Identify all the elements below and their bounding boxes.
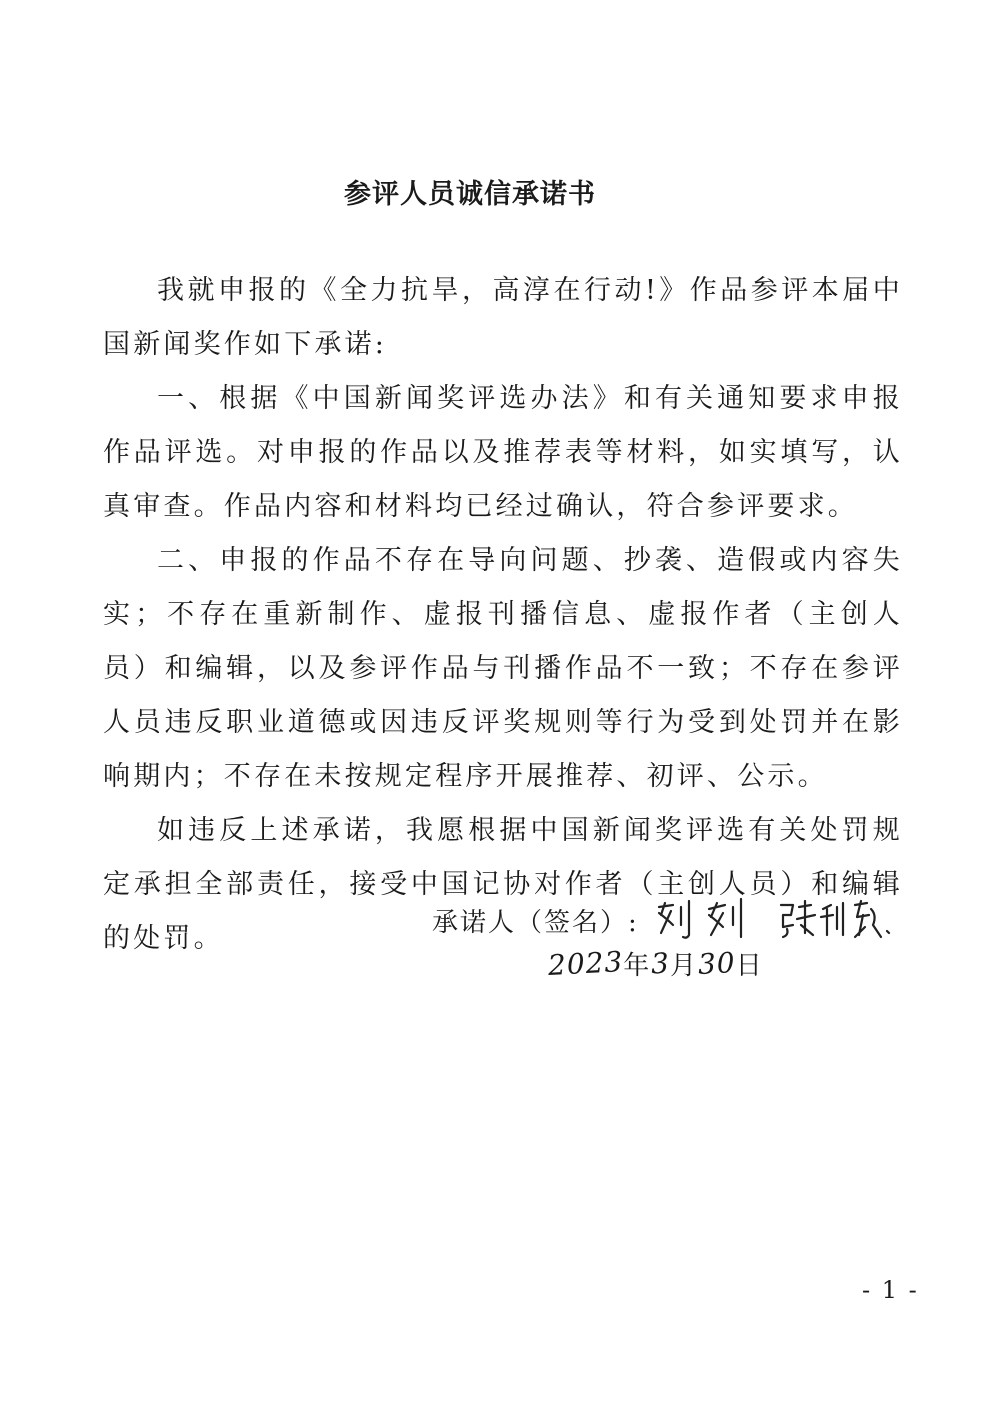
date-day-unit: 日: [735, 951, 764, 981]
date-year: 2023: [547, 945, 625, 982]
paragraph-commitment-2: 二、申报的作品不存在导向问题、抄袭、造假或内容失实；不存在重新制作、虚报刊播信息、虚报作者（主创人员）和编辑，以及参评作品与刊播作品不一致；不存在参评人员违反职业道德或因违反评奖规则等行为受到处罚并在影响期内；不存在未按规定程序开展推荐、初评、公示。: [103, 545, 903, 792]
document-body: [103, 264, 903, 966]
signer-label: 承诺人（签名）:: [432, 907, 639, 938]
date-day: 30: [697, 946, 737, 981]
page-number: - 1 -: [862, 1276, 919, 1304]
signature-block: [432, 895, 911, 945]
handwritten-signature: [651, 895, 911, 945]
document-title: 参评人员诚信承诺书: [344, 179, 596, 210]
paragraph-liability: 如违反上述承诺，我愿根据中国新闻奖评选有关处罚规定承担全部责任，接受中国记协对作者（主创人员）和编辑的处罚。: [103, 815, 903, 954]
date-year-unit: 年: [623, 951, 652, 981]
signature-image: [651, 895, 911, 945]
date-month: 3: [650, 946, 671, 981]
date-month-unit: 月: [670, 951, 699, 981]
paragraph-intro: 我就申报的《全力抗旱，高淳在行动!》作品参评本届中国新闻奖作如下承诺:: [103, 275, 903, 360]
signature-date: [548, 945, 764, 982]
paragraph-commitment-1: 一、根据《中国新闻奖评选办法》和有关通知要求申报作品评选。对申报的作品以及推荐表等材料，如实填写，认真审查。作品内容和材料均已经过确认，符合参评要求。: [103, 383, 903, 522]
